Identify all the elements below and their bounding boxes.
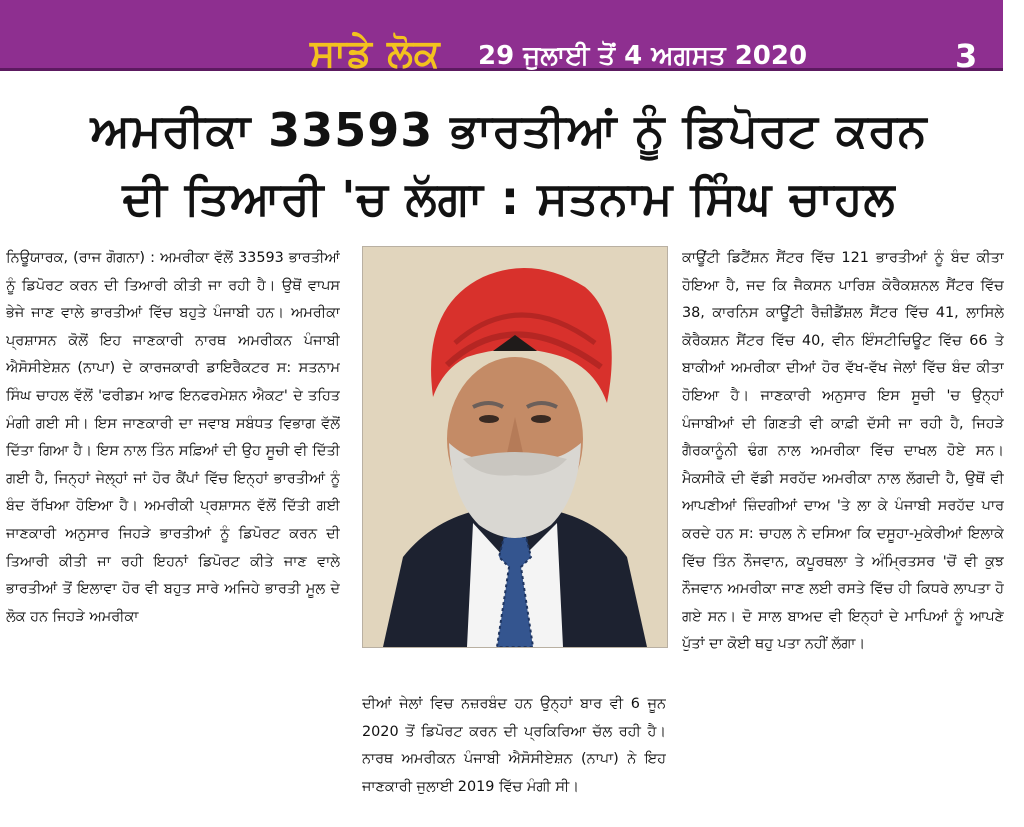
issue-date: 29 ਜੁਲਾਈ ਤੋਂ 4 ਅਗਸਤ 2020 [478,41,808,71]
headline-line-2: ਦੀ ਤਿਆਰੀ 'ਚ ਲੱਗਾ : ਸਤਨਾਮ ਸਿੰਘ ਚਾਹਲ [122,171,896,225]
page-number: 3 [955,37,978,75]
article-column-right: ਕਾਊਂਟੀ ਡਿਟੈਂਸ਼ਨ ਸੈਂਟਰ ਵਿੱਚ 121 ਭਾਰਤੀਆਂ ਨੂੰ ਬੰਦ ਕੀਤਾ ਹੋਇਆ ਹੈ, ਜਦ ਕਿ ਜੈਕਸਨ ਪਾਰਿਸ਼ ਕੋਰੈਕਸ਼ਨਲ ਸੈਂਟਰ ਵਿੱਚ 38, ਕਾਰਨਿਸ ਕਾਊਂਟੀ ਰੈਜ਼ੀਡੈਂਸ਼ਲ ਸੈਂਟਰ ਵਿੱਚ 41, ਲਾਸਿਲੇ ਕੋਰੈਕਸ਼ਨ ਸੈਂਟਰ ਵਿੱਚ 40, ਵੀਨ ਇੰਸਟੀਚਿਊਟ ਵਿੱਚ 66 ਤੇ ਬਾਕੀਆਂ ਅਮਰੀਕਾ ਦੀਆਂ ਹੋਰ ਵੱਖ-ਵੱਖ ਜੇਲਾਂ ਵਿੱਚ ਬੰਦ ਕੀਤਾ ਹੋਇਆ ਹੈ। ਜਾਣਕਾਰੀ ਅਨੁਸਾਰ ਇਸ ਸੂਚੀ 'ਚ ਉਨ੍ਹਾਂ ਪੰਜਾਬੀਆਂ ਦੀ ਗਿਣਤੀ ਵੀ ਕਾਫ਼ੀ ਦੱਸੀ ਜਾ ਰਹੀ ਹੈ, ਜਿਹੜੇ ਗੈਰਕਾਨੂੰਨੀ ਢੰਗ ਨਾਲ ਅਮਰੀਕਾ ਵਿੱਚ ਦਾਖਲ ਹੋਏ ਸਨ। ਮੈਕਸੀਕੋ ਦੀ ਵੱਡੀ ਸਰਹੱਦ ਅਮਰੀਕਾ ਨਾਲ ਲੱਗਦੀ ਹੈ, ਉਥੋਂ ਵੀ ਆਪਣੀਆਂ ਜ਼ਿੰਦਗੀਆਂ ਦਾਅ 'ਤੇ ਲਾ ਕੇ ਪੰਜਾਬੀ ਸਰਹੱਦ ਪਾਰ ਕਰਦੇ ਹਨ ਸ: ਚਾਹਲ ਨੇ ਦਸਿਆ ਕਿ ਦਸੂਹਾ-ਮੁਕੇਰੀਆਂ ਇਲਾਕੇ ਵਿੱਚ ਤਿੰਨ ਨੌਜਵਾਨ, ਕਪੂਰਥਲਾ ਤੇ ਅੰਮ੍ਰਿਤਸਰ 'ਚੋਂ ਵੀ ਕੁਝ ਨੌਜਵਾਨ ਅਮਰੀਕਾ ਜਾਣ ਲਈ ਰਸਤੇ ਵਿੱਚ ਹੀ ਕਿਧਰੇ ਲਾਪਤਾ ਹੋ ਗਏ ਸਨ। ਦੋ ਸਾਲ ਬਾਅਦ ਵੀ ਇਨ੍ਹਾਂ ਦੇ ਮਾਪਿਆਂ ਨੂੰ ਆਪਣੇ ਪੁੱਤਾਂ ਦਾ ਕੋਈ ਥਹੁ ਪਤਾ ਨਹੀਂ ਲੱਗਾ। [682,250,1004,653]
article-column-left: ਨਿਊਯਾਰਕ, (ਰਾਜ ਗੋਗਨਾ) : ਅਮਰੀਕਾ ਵੱਲੋਂ 33593 ਭਾਰਤੀਆਂ ਨੂੰ ਡਿਪੋਰਟ ਕਰਨ ਦੀ ਤਿਆਰੀ ਕੀਤੀ ਜਾ ਰਹੀ ਹੈ। ਉਥੋਂ ਵਾਪਸ ਭੇਜੇ ਜਾਣ ਵਾਲੇ ਭਾਰਤੀਆਂ ਵਿੱਚ ਬਹੁਤੇ ਪੰਜਾਬੀ ਹਨ। ਅਮਰੀਕਾ ਪ੍ਰਸ਼ਾਸਨ ਕੋਲੋਂ ਇਹ ਜਾਣਕਾਰੀ ਨਾਰਥ ਅਮਰੀਕਨ ਪੰਜਾਬੀ ਐਸੋਸੀਏਸ਼ਨ (ਨਾਪਾ) ਦੇ ਕਾਰਜਕਾਰੀ ਡਾਇਰੈਕਟਰ ਸ: ਸਤਨਾਮ ਸਿੰਘ ਚਾਹਲ ਵੱਲੋਂ 'ਫਰੀਡਮ ਆਫ ਇਨਫਰਮੇਸ਼ਨ ਐਕਟ' ਦੇ ਤਹਿਤ ਮੰਗੀ ਗਈ ਸੀ। ਇਸ ਜਾਣਕਾਰੀ ਦਾ ਜਵਾਬ ਸਬੰਧਤ ਵਿਭਾਗ ਵੱਲੋਂ ਦਿੱਤਾ ਗਿਆ ਹੈ। ਇਸ ਨਾਲ ਤਿੰਨ ਸਫ਼ਿਆਂ ਦੀ ਉਹ ਸੂਚੀ ਵੀ ਦਿੱਤੀ ਗਈ ਹੈ, ਜਿਨ੍ਹਾਂ ਜੇਲ੍ਹਾਂ ਜਾਂ ਹੋਰ ਕੈਂਪਾਂ ਵਿੱਚ ਇਨ੍ਹਾਂ ਭਾਰਤੀਆਂ ਨੂੰ ਬੰਦ ਰੱਖਿਆ ਹੋਇਆ ਹੈ। ਅਮਰੀਕੀ ਪ੍ਰਸ਼ਾਸਨ ਵੱਲੋਂ ਦਿੱਤੀ ਗਈ ਜਾਣਕਾਰੀ ਅਨੁਸਾਰ ਜਿਹੜੇ ਭਾਰਤੀਆਂ ਨੂੰ ਡਿਪੋਰਟ ਕਰਨ ਦੀ ਤਿਆਰੀ ਕੀਤੀ ਜਾ ਰਹੀ ਇਹਨਾਂ ਡਿਪੋਰਟ ਕੀਤੇ ਜਾਣ ਵਾਲੇ ਭਾਰਤੀਆਂ ਤੋਂ ਇਲਾਵਾ ਹੋਰ ਵੀ ਬਹੁਤ ਸਾਰੇ ਅਜਿਹੇ ਭਾਰਤੀ ਮੂਲ ਦੇ ਲੋਕ ਹਨ ਜਿਹੜੇ ਅਮਰੀਕਾ [6,250,340,625]
article-column-middle: ਦੀਆਂ ਜੇਲਾਂ ਵਿਚ ਨਜ਼ਰਬੰਦ ਹਨ ਉਨ੍ਹਾਂ ਬਾਰ ਵੀ 6 ਜੂਨ 2020 ਤੋਂ ਡਿਪੋਰਟ ਕਰਨ ਦੀ ਪ੍ਰਕਿਰਿਆ ਚੱਲ ਰਹੀ ਹੈ। ਨਾਰਥ ਅਮਰੀਕਨ ਪੰਜਾਬੀ ਐਸੋਸੀਏਸ਼ਨ (ਨਾਪਾ) ਨੇ ਇਹ ਜਾਣਕਾਰੀ ਜੁਲਾਈ 2019 ਵਿੱਚ ਮੰਗੀ ਸੀ। [362,696,666,795]
headline-line-1: ਅਮਰੀਕਾ 33593 ਭਾਰਤੀਆਂ ਨੂੰ ਡਿਪੋਰਟ ਕਰਨ [90,103,928,157]
portrait-illustration [363,247,667,647]
portrait-photo [362,246,668,648]
newspaper-name: ਸਾਡੇ ਲੋਕ [310,31,441,75]
